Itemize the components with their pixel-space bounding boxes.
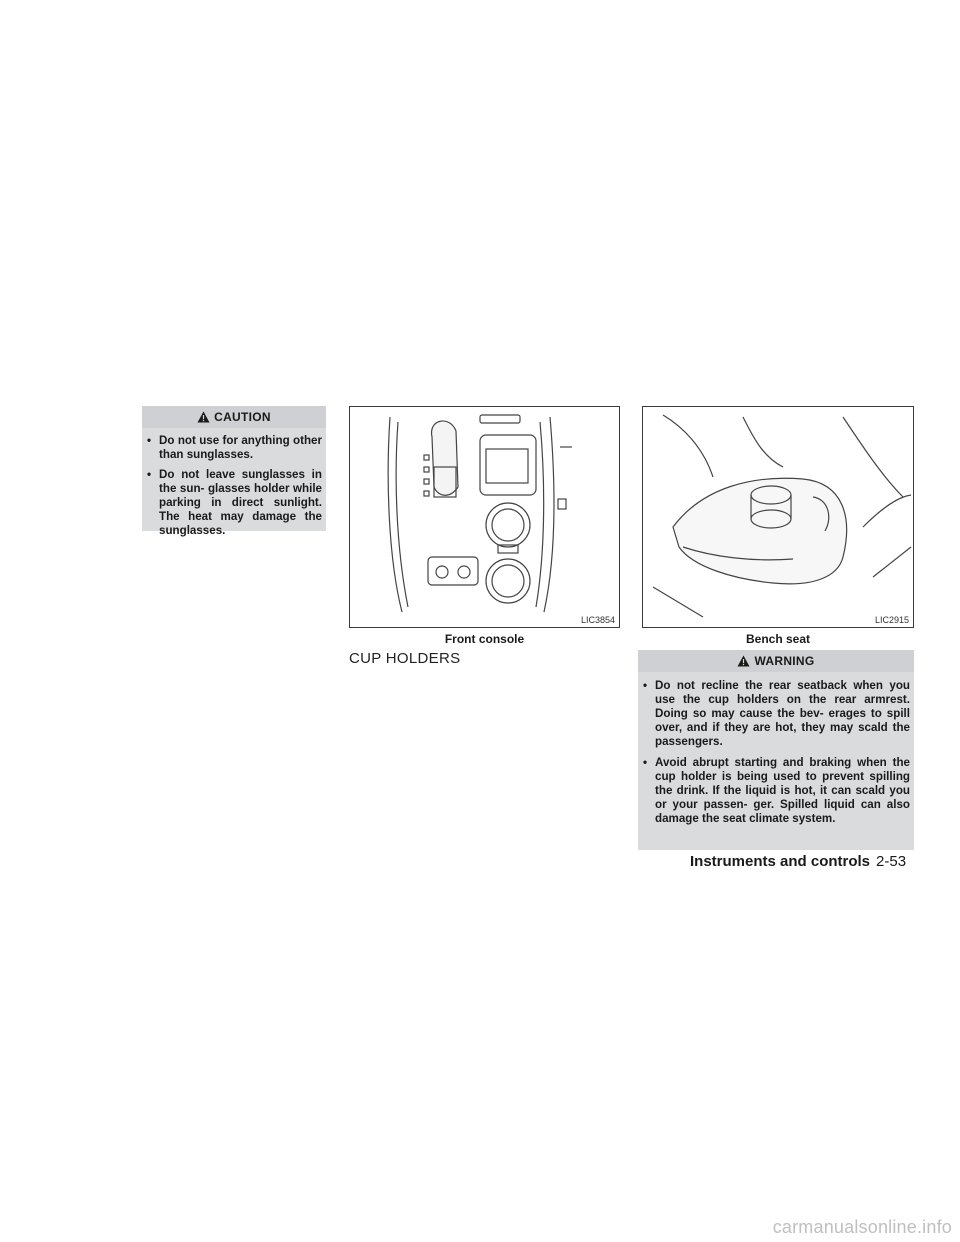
caution-box: [142, 406, 326, 537]
figure-code: LIC2915: [874, 615, 909, 625]
warning-list: [638, 679, 914, 826]
footer-section: Instruments and controls: [690, 853, 871, 870]
front-console-illustration: [350, 407, 619, 627]
caution-item: • Do not leave sunglasses in the sun- glasses holder while parking in direct sunlight. The heat may damage the sunglasses.: [146, 468, 322, 538]
caution-list: [142, 434, 326, 538]
figure-caption: Bench seat: [745, 632, 811, 646]
caution-header: [142, 406, 326, 428]
warning-box: [638, 650, 914, 850]
warning-title: WARNING: [754, 654, 815, 668]
warning-item: • Avoid abrupt starting and braking when the cup holder is being used to prevent spilling the drink. If the liquid is hot, it can scald you or your passen- ger. Spilled liquid can also damage the seat climate system.: [642, 756, 910, 826]
page-footer: [690, 853, 906, 870]
watermark: carmanualsonline.info: [772, 1217, 952, 1237]
page-number: 2-53: [876, 853, 907, 870]
section-title: CUP HOLDERS: [349, 650, 461, 667]
figure-caption: Front console: [444, 632, 525, 646]
warning-triangle-icon: [197, 411, 210, 423]
caution-item: • Do not use for anything other than sunglasses.: [146, 434, 322, 462]
warning-triangle-icon: [737, 655, 750, 667]
warning-header: [638, 650, 914, 672]
caution-title: CAUTION: [214, 410, 271, 424]
warning-item: • Do not recline the rear seatback when you use the cup holders on the rear armrest. Doing so may cause the bev- erages to spill over, and if they are hot, they may scald the passengers.: [642, 679, 910, 749]
bench-seat-illustration: [643, 407, 913, 627]
bench-seat-figure: [642, 406, 914, 628]
figure-code: LIC3854: [580, 615, 615, 625]
front-console-figure: [349, 406, 620, 628]
